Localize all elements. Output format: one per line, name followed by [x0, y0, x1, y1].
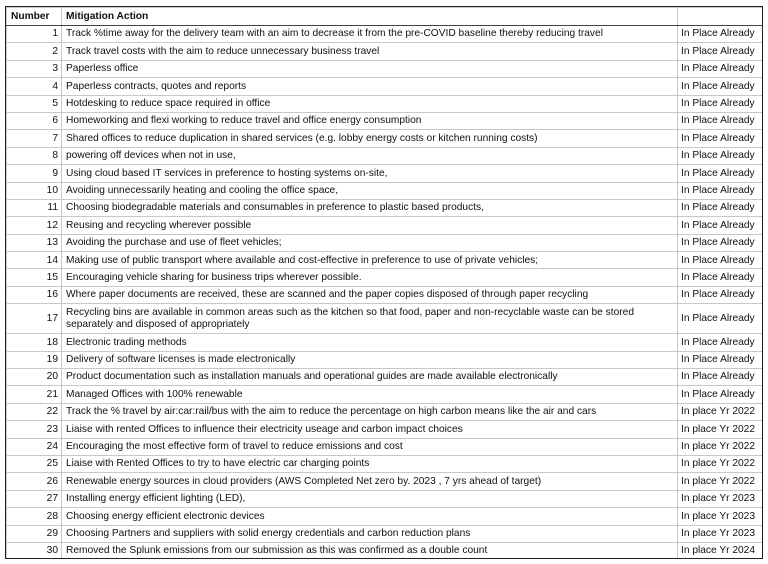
table-row — [7, 421, 764, 438]
row-status: In place Yr 2022 — [678, 455, 764, 472]
row-status: In Place Already — [678, 26, 764, 43]
row-mitigation-action: Reusing and recycling wherever possible — [62, 217, 678, 234]
row-number: 8 — [7, 147, 62, 164]
row-number: 9 — [7, 165, 62, 182]
row-mitigation-action: Where paper documents are received, these are scanned and the paper copies disposed of through paper recycling — [62, 286, 678, 303]
row-status: In place Yr 2022 — [678, 438, 764, 455]
row-status: In Place Already — [678, 351, 764, 368]
row-status: In Place Already — [678, 147, 764, 164]
row-number: 18 — [7, 334, 62, 351]
row-mitigation-action: Choosing Partners and suppliers with solid energy credentials and carbon reduction plans — [62, 525, 678, 542]
row-status: In Place Already — [678, 182, 764, 199]
row-status: In Place Already — [678, 60, 764, 77]
row-mitigation-action: Using cloud based IT services in preference to hosting systems on-site, — [62, 165, 678, 182]
row-mitigation-action: Renewable energy sources in cloud providers (AWS Completed Net zero by. 2023 , 7 yrs ahead of target) — [62, 473, 678, 490]
row-status: In Place Already — [678, 269, 764, 286]
row-mitigation-action: Making use of public transport where available and cost-effective in preference to use of private vehicles; — [62, 252, 678, 269]
table-body — [7, 26, 764, 560]
row-status: In Place Already — [678, 386, 764, 403]
row-mitigation-action: Hotdesking to reduce space required in office — [62, 95, 678, 112]
row-mitigation-action: powering off devices when not in use, — [62, 147, 678, 164]
row-mitigation-action: Choosing biodegradable materials and consumables in preference to plastic based products, — [62, 199, 678, 216]
row-number: 23 — [7, 421, 62, 438]
row-number: 10 — [7, 182, 62, 199]
row-mitigation-action: Paperless office — [62, 60, 678, 77]
row-number: 21 — [7, 386, 62, 403]
table-row — [7, 60, 764, 77]
table-row — [7, 438, 764, 455]
row-mitigation-action: Installing energy efficient lighting (LED), — [62, 490, 678, 507]
row-mitigation-action: Liaise with rented Offices to influence their electricity useage and carbon impact choices — [62, 421, 678, 438]
row-status: In Place Already — [678, 112, 764, 129]
table-row — [7, 43, 764, 60]
row-number: 7 — [7, 130, 62, 147]
row-number: 3 — [7, 60, 62, 77]
header-mitigation-action: Mitigation Action — [62, 8, 678, 26]
header-number: Number — [7, 8, 62, 26]
row-number: 22 — [7, 403, 62, 420]
row-number: 2 — [7, 43, 62, 60]
row-status: In Place Already — [678, 130, 764, 147]
row-number: 28 — [7, 508, 62, 525]
row-number: 14 — [7, 252, 62, 269]
row-mitigation-action: Electronic trading methods — [62, 334, 678, 351]
row-status: In Place Already — [678, 334, 764, 351]
table-row — [7, 508, 764, 525]
table-row — [7, 351, 764, 368]
row-status: In Place Already — [678, 165, 764, 182]
mitigation-table-container — [5, 6, 763, 559]
table-row — [7, 130, 764, 147]
row-number: 15 — [7, 269, 62, 286]
table-row — [7, 455, 764, 472]
header-status — [678, 8, 764, 26]
row-mitigation-action: Paperless contracts, quotes and reports — [62, 78, 678, 95]
row-status: In place Yr 2022 — [678, 403, 764, 420]
row-number: 30 — [7, 542, 62, 559]
row-number: 11 — [7, 199, 62, 216]
table-row — [7, 473, 764, 490]
row-mitigation-action: Removed the Splunk emissions from our submission as this was confirmed as a double count — [62, 542, 678, 559]
table-row — [7, 403, 764, 420]
table-row — [7, 269, 764, 286]
table-row — [7, 26, 764, 43]
row-mitigation-action: Managed Offices with 100% renewable — [62, 386, 678, 403]
row-status: In place Yr 2022 — [678, 421, 764, 438]
table-row — [7, 95, 764, 112]
table-row — [7, 286, 764, 303]
table-row — [7, 369, 764, 386]
table-header-row — [7, 8, 764, 26]
row-number: 27 — [7, 490, 62, 507]
table-row — [7, 199, 764, 216]
row-mitigation-action: Track %time away for the delivery team with an aim to decrease it from the pre-COVID baseline thereby reducing travel — [62, 26, 678, 43]
row-mitigation-action: Homeworking and flexi working to reduce travel and office energy consumption — [62, 112, 678, 129]
row-mitigation-action: Product documentation such as installation manuals and operational guides are made available electronically — [62, 369, 678, 386]
row-number: 20 — [7, 369, 62, 386]
row-number: 5 — [7, 95, 62, 112]
row-number: 6 — [7, 112, 62, 129]
row-status: In Place Already — [678, 234, 764, 251]
row-number: 19 — [7, 351, 62, 368]
row-mitigation-action: Encouraging vehicle sharing for business trips wherever possible. — [62, 269, 678, 286]
row-status: In Place Already — [678, 304, 764, 334]
row-number: 16 — [7, 286, 62, 303]
row-number: 1 — [7, 26, 62, 43]
table-row — [7, 386, 764, 403]
row-status: In Place Already — [678, 95, 764, 112]
row-mitigation-action: Delivery of software licenses is made electronically — [62, 351, 678, 368]
row-number: 4 — [7, 78, 62, 95]
row-status: In Place Already — [678, 199, 764, 216]
table-row — [7, 147, 764, 164]
row-mitigation-action: Liaise with Rented Offices to try to have electric car charging points — [62, 455, 678, 472]
table-row — [7, 334, 764, 351]
row-mitigation-action: Track the % travel by air:car:rail/bus with the aim to reduce the percentage on high carbon means like the air and cars — [62, 403, 678, 420]
table-row — [7, 182, 764, 199]
row-status: In place Yr 2023 — [678, 525, 764, 542]
table-row — [7, 217, 764, 234]
row-number: 26 — [7, 473, 62, 490]
table-row — [7, 112, 764, 129]
row-status: In Place Already — [678, 369, 764, 386]
row-status: In place Yr 2022 — [678, 473, 764, 490]
row-status: In Place Already — [678, 252, 764, 269]
table-row — [7, 234, 764, 251]
table-row — [7, 542, 764, 559]
row-mitigation-action: Avoiding unnecessarily heating and cooling the office space, — [62, 182, 678, 199]
row-number: 25 — [7, 455, 62, 472]
row-mitigation-action: Encouraging the most effective form of travel to reduce emissions and cost — [62, 438, 678, 455]
row-status: In place Yr 2023 — [678, 490, 764, 507]
row-status: In Place Already — [678, 217, 764, 234]
row-mitigation-action: Choosing energy efficient electronic devices — [62, 508, 678, 525]
row-mitigation-action: Avoiding the purchase and use of fleet vehicles; — [62, 234, 678, 251]
row-status: In place Yr 2024 — [678, 542, 764, 559]
row-mitigation-action: Track travel costs with the aim to reduce unnecessary business travel — [62, 43, 678, 60]
row-number: 12 — [7, 217, 62, 234]
table-row — [7, 78, 764, 95]
table-row — [7, 165, 764, 182]
row-number: 24 — [7, 438, 62, 455]
row-number: 13 — [7, 234, 62, 251]
row-mitigation-action: Recycling bins are available in common areas such as the kitchen so that food, paper and non-recyclable waste can be stored separately and disposed of appropriately — [62, 304, 678, 334]
row-number: 29 — [7, 525, 62, 542]
table-row — [7, 525, 764, 542]
row-mitigation-action: Shared offices to reduce duplication in shared services (e.g. lobby energy costs or kitchen running costs) — [62, 130, 678, 147]
row-status: In Place Already — [678, 286, 764, 303]
row-status: In Place Already — [678, 78, 764, 95]
table-row — [7, 252, 764, 269]
mitigation-table — [6, 7, 763, 559]
row-status: In Place Already — [678, 43, 764, 60]
row-status: In place Yr 2023 — [678, 508, 764, 525]
row-number: 17 — [7, 304, 62, 334]
table-row — [7, 304, 764, 334]
table-row — [7, 490, 764, 507]
